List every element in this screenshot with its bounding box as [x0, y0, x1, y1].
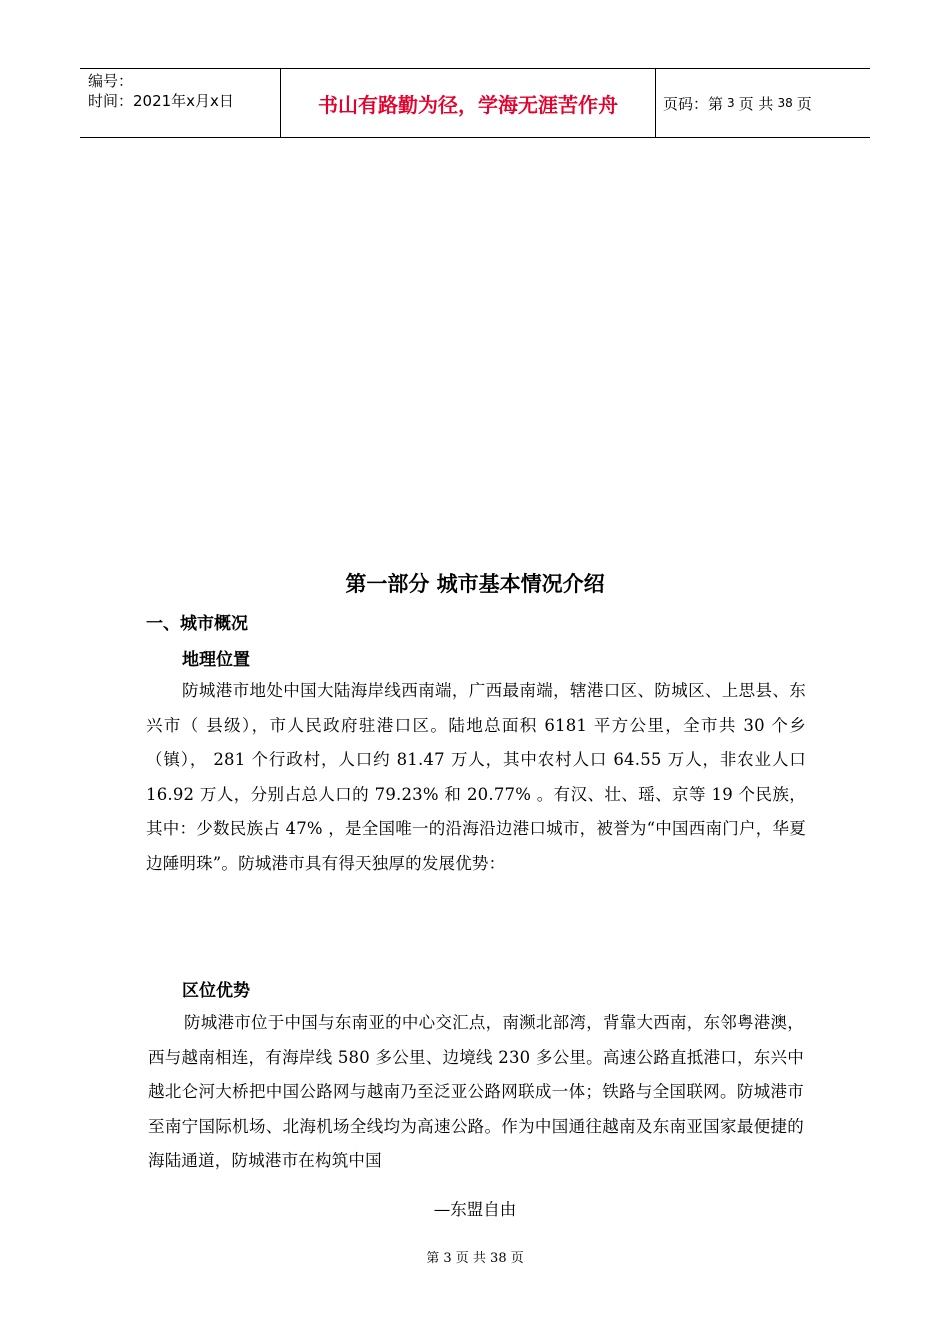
- page-mid: 页 共: [738, 94, 774, 113]
- page-total: 38: [777, 96, 793, 110]
- page-footer: 第 3 页 共 38 页: [426, 1251, 524, 1266]
- subheading-geo: 地理位置: [182, 650, 250, 670]
- page-header: [80, 68, 870, 138]
- page-suffix: 页: [796, 94, 812, 113]
- page-prefix: 页码：第: [663, 94, 724, 113]
- subheading-location: 区位优势: [182, 981, 250, 1001]
- header-divider: [655, 69, 656, 137]
- header-motto: 书山有路勤为径，学海无涯苦作舟: [318, 92, 618, 117]
- header-time: 时间：2021年x月x日: [88, 92, 234, 110]
- header-page-info: [663, 69, 812, 137]
- paragraph-tail: —东盟自由: [433, 1200, 517, 1219]
- header-meta: [88, 71, 234, 111]
- paragraph-geo: 防城港市地处中国大陆海岸线西南端，广西最南端，辖港口区、防城区、上思县、东兴市（ 县级），市人民政府驻港口区。陆地总面积 6181 平方公里，全市共 30 个乡（镇）， 281 个行政村，人口约 81.47 万人，其中农村人口 64.55 万人，非农业人口 16.92 万人，分别占总人口的 79.23% 和 20.77% 。有汉、壮、瑶、京等 19 个民族，其中：少数民族占 47% ，是全国唯一的沿海沿边港口城市，被誉为“中国西南门户，华夏边陲明珠”。防城港市具有得天独厚的发展优势：: [146, 681, 806, 873]
- document-title: 第一部分 城市基本情况介绍: [345, 572, 605, 596]
- page-current: 3: [727, 96, 735, 110]
- section-heading: 一、城市概况: [146, 614, 248, 634]
- paragraph-location: 防城港市位于中国与东南亚的中心交汇点，南濒北部湾，背靠大西南，东邻粤港澳，西与越南相连，有海岸线 580 多公里、边境线 230 多公里。高速公路直抵港口，东兴中越北仑河大桥把中国公路网与越南乃至泛亚公路网联成一体；铁路与全国联网。防城港市至南宁国际机场、北海机场全线均为高速公路。作为中国通往越南及东南亚国家最便捷的海陆通道，防城港市在构筑中国: [148, 1013, 804, 1170]
- header-number: 编号：: [88, 72, 134, 90]
